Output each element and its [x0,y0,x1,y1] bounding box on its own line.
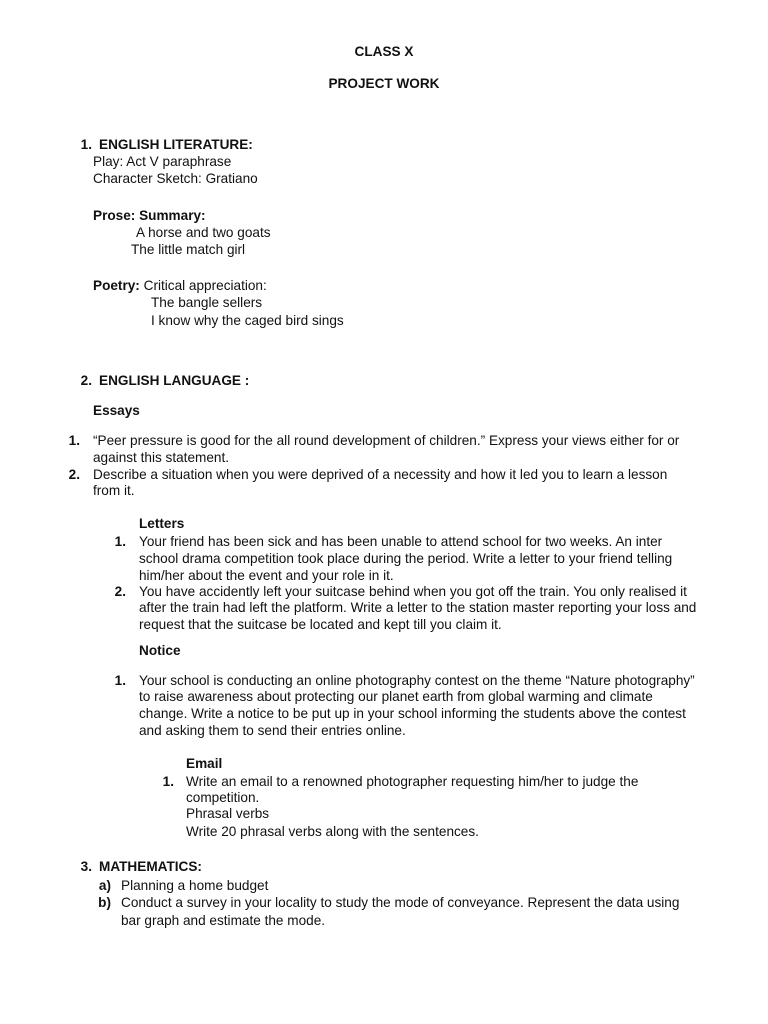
character-sketch-line: Character Sketch: Gratiano [93,171,258,186]
essays-label: Essays [93,403,140,418]
letter-line: request that the suitcase be located and kept till you claim it. [139,617,502,632]
section-heading-english-literature: ENGLISH LITERATURE: [99,137,253,152]
email-label: Email [186,756,223,771]
notice-number: 1. [114,673,126,688]
class-title: CLASS X [354,44,414,59]
phrasal-verbs-label: Phrasal verbs [186,806,270,821]
section-heading-mathematics: MATHEMATICS: [99,859,202,874]
notice-line: Your school is conducting an online photography contest on the theme “Nature photography” [139,673,695,688]
essay-number: 2. [68,467,80,482]
section-number: 3. [80,859,92,874]
prose-item: A horse and two goats [136,225,271,240]
letter-number: 1. [114,534,126,549]
email-line: Write an email to a renowned photographer requesting him/her to judge the [186,774,639,789]
notice-line: change. Write a notice to be put up in your school informing the students above the contest [139,706,686,721]
letters-label: Letters [139,516,185,531]
essay-line: from it. [93,483,135,498]
email-number: 1. [162,774,174,789]
essay-line: Describe a situation when you were deprived of a necessity and how it led you to learn a lesson [93,467,668,482]
math-item-letter: a) [98,878,111,893]
section-number: 2. [80,373,92,388]
letter-line: him/her about the event and your role in it. [139,568,394,583]
essay-number: 1. [68,433,80,448]
math-item-line: bar graph and estimate the mode. [121,913,326,928]
math-item-line: Conduct a survey in your locality to study the mode of conveyance. Represent the data using [121,895,680,910]
letter-line: after the train had left the platform. Write a letter to the station master reporting your loss and [139,600,697,615]
section-heading-english-language: ENGLISH LANGUAGE : [99,373,250,388]
essay-line: against this statement. [93,450,230,465]
poetry-line [93,277,267,294]
poetry-item: The bangle sellers [151,295,263,310]
play-line: Play: Act V paraphrase [93,154,232,169]
math-item-line: Planning a home budget [121,878,269,893]
letter-number: 2. [114,584,126,599]
project-title: PROJECT WORK [328,76,440,91]
phrasal-verbs-line: Write 20 phrasal verbs along with the sentences. [186,824,479,839]
letter-line: Your friend has been sick and has been unable to attend school for two weeks. An inter [139,534,663,549]
notice-label: Notice [139,643,181,658]
poetry-label: Poetry: [93,278,140,293]
notice-line: and asking them to send their entries online. [139,723,406,738]
email-line: competition. [186,790,260,805]
essay-line: “Peer pressure is good for the all round development of children.” Express your views either for or [93,433,680,448]
poetry-text: Critical appreciation: [139,278,267,293]
letter-line: school drama competition took place during the period. Write a letter to your friend telling [139,551,673,566]
letter-line: You have accidently left your suitcase behind when you got off the train. You only realised it [139,584,687,599]
math-item-letter: b) [98,895,111,910]
prose-label: Prose: Summary: [93,208,206,223]
prose-item: The little match girl [131,242,246,257]
section-number: 1. [80,137,92,152]
poetry-item: I know why the caged bird sings [151,313,344,328]
notice-line: to raise awareness about protecting our planet earth from global warming and climate [139,689,653,704]
